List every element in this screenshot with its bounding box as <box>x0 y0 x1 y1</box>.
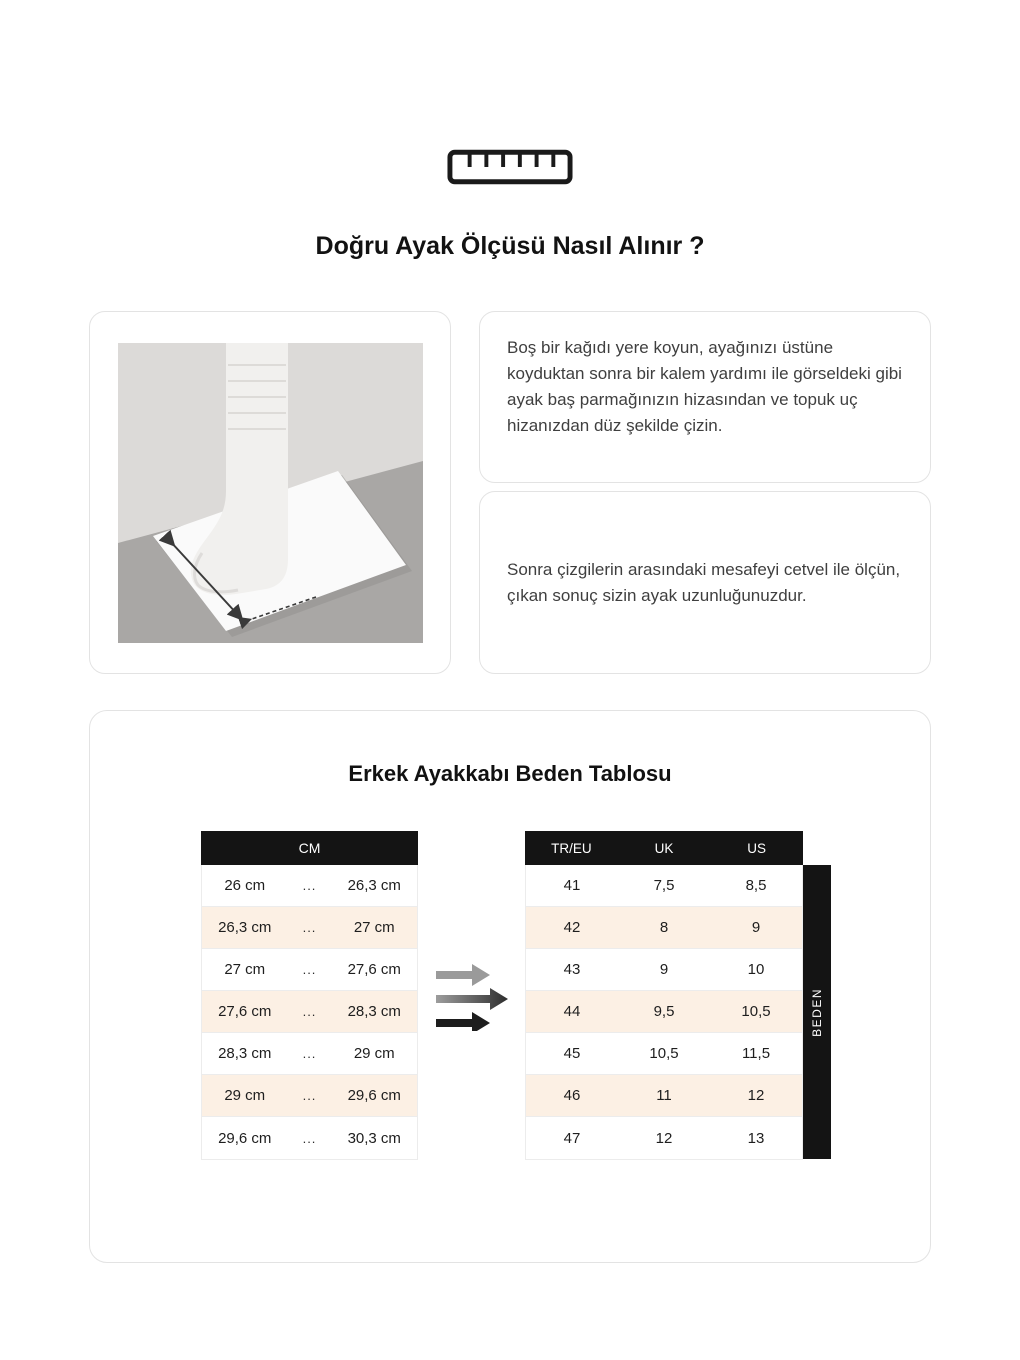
size-us: 9 <box>751 919 761 936</box>
size-tr-eu: 43 <box>563 961 581 978</box>
cm-table <box>201 831 418 1160</box>
instructions-section <box>89 311 931 674</box>
header-us: US <box>747 840 767 856</box>
cm-to: 28,3 cm <box>347 1003 401 1020</box>
header-uk: UK <box>654 840 674 856</box>
size-uk: 11 <box>656 1087 672 1104</box>
cm-to: 26,3 cm <box>347 877 401 894</box>
ruler-icon-svg <box>446 146 574 188</box>
cm-table-row <box>202 991 417 1033</box>
size-table-wrap <box>525 831 824 1160</box>
cm-from: 26 cm <box>224 877 266 894</box>
size-us: 8,5 <box>745 877 767 894</box>
beden-side-label <box>803 865 831 1159</box>
size-chart-card <box>89 710 931 1263</box>
size-us: 11,5 <box>741 1045 771 1062</box>
size-us: 13 <box>747 1129 765 1147</box>
size-uk: 7,5 <box>653 877 675 894</box>
cm-table-row <box>202 907 417 949</box>
page-title: Doğru Ayak Ölçüsü Nasıl Alınır ? <box>315 232 705 260</box>
cm-table-row <box>202 865 417 907</box>
cm-dots: ... <box>302 1130 317 1146</box>
size-tr-eu: 45 <box>563 1045 581 1062</box>
foot-measurement-illustration <box>118 343 423 643</box>
cm-dots: ... <box>302 920 317 935</box>
beden-side-label-text: BEDEN <box>810 987 824 1037</box>
measurement-photo-card <box>89 311 451 674</box>
cm-to: 29 cm <box>353 1045 395 1062</box>
cm-table-row <box>202 1075 417 1117</box>
instruction-step-1-text: Boş bir kağıdı yere koyun, ayağınızı üstüne koyduktan sonra bir kalem yardımı ile görseldeki gibi ayak baş parmağınızın hizasından ve topuk uç hizanızdan düz şekilde çizin. <box>507 338 902 435</box>
size-uk: 9 <box>659 961 669 978</box>
cm-from: 29,6 cm <box>218 1129 272 1147</box>
instruction-step-1 <box>479 311 931 483</box>
cm-dots: ... <box>302 962 317 977</box>
size-table <box>525 831 803 1160</box>
conversion-arrows-icon <box>418 959 525 1031</box>
cm-table-row <box>202 1117 417 1159</box>
size-table-row <box>526 1075 802 1117</box>
cm-dots: ... <box>302 1046 317 1061</box>
cm-from: 29 cm <box>224 1087 266 1104</box>
size-tr-eu: 47 <box>563 1129 581 1147</box>
size-tr-eu: 42 <box>563 919 581 936</box>
cm-dots: ... <box>302 1004 317 1019</box>
size-table-row <box>526 949 802 991</box>
size-table-row <box>526 1117 802 1159</box>
cm-from: 27 cm <box>224 961 266 978</box>
size-uk: 8 <box>659 919 669 936</box>
header-tr-eu: TR/EU <box>551 840 592 856</box>
size-chart-title: Erkek Ayakkabı Beden Tablosu <box>348 761 672 786</box>
size-table-row <box>526 991 802 1033</box>
instruction-step-2-text: Sonra çizgilerin arasındaki mesafeyi cetvel ile ölçün, çıkan sonuç sizin ayak uzunluğunuzdur. <box>507 559 901 605</box>
size-table-row <box>526 907 802 949</box>
size-us: 12 <box>747 1087 765 1104</box>
size-uk: 12 <box>655 1129 673 1147</box>
cm-to: 30,3 cm <box>347 1129 401 1147</box>
size-tr-eu: 46 <box>563 1087 581 1104</box>
cm-dots: ... <box>302 1088 317 1103</box>
size-tr-eu: 41 <box>563 877 581 894</box>
instructions-column <box>479 311 931 674</box>
size-table-body <box>525 865 803 1160</box>
cm-to: 27 cm <box>353 919 395 936</box>
ruler-icon <box>0 0 1020 188</box>
cm-to: 29,6 cm <box>347 1087 401 1104</box>
cm-table-row <box>202 1033 417 1075</box>
size-table-row <box>526 1033 802 1075</box>
cm-table-header: CM <box>201 831 418 865</box>
cm-table-body <box>201 865 418 1160</box>
size-uk: 10,5 <box>649 1045 679 1062</box>
cm-to: 27,6 cm <box>347 961 401 978</box>
instruction-step-2 <box>479 491 931 674</box>
size-tr-eu: 44 <box>563 1003 581 1020</box>
cm-from: 26,3 cm <box>218 919 272 936</box>
size-us: 10 <box>747 961 765 978</box>
size-tables <box>90 831 930 1160</box>
size-table-row <box>526 865 802 907</box>
size-us: 10,5 <box>741 1003 771 1020</box>
size-uk: 9,5 <box>653 1003 675 1020</box>
cm-dots: ... <box>302 878 317 893</box>
cm-from: 27,6 cm <box>218 1003 272 1020</box>
cm-from: 28,3 cm <box>218 1045 272 1062</box>
cm-table-row <box>202 949 417 991</box>
size-table-header <box>525 831 803 865</box>
